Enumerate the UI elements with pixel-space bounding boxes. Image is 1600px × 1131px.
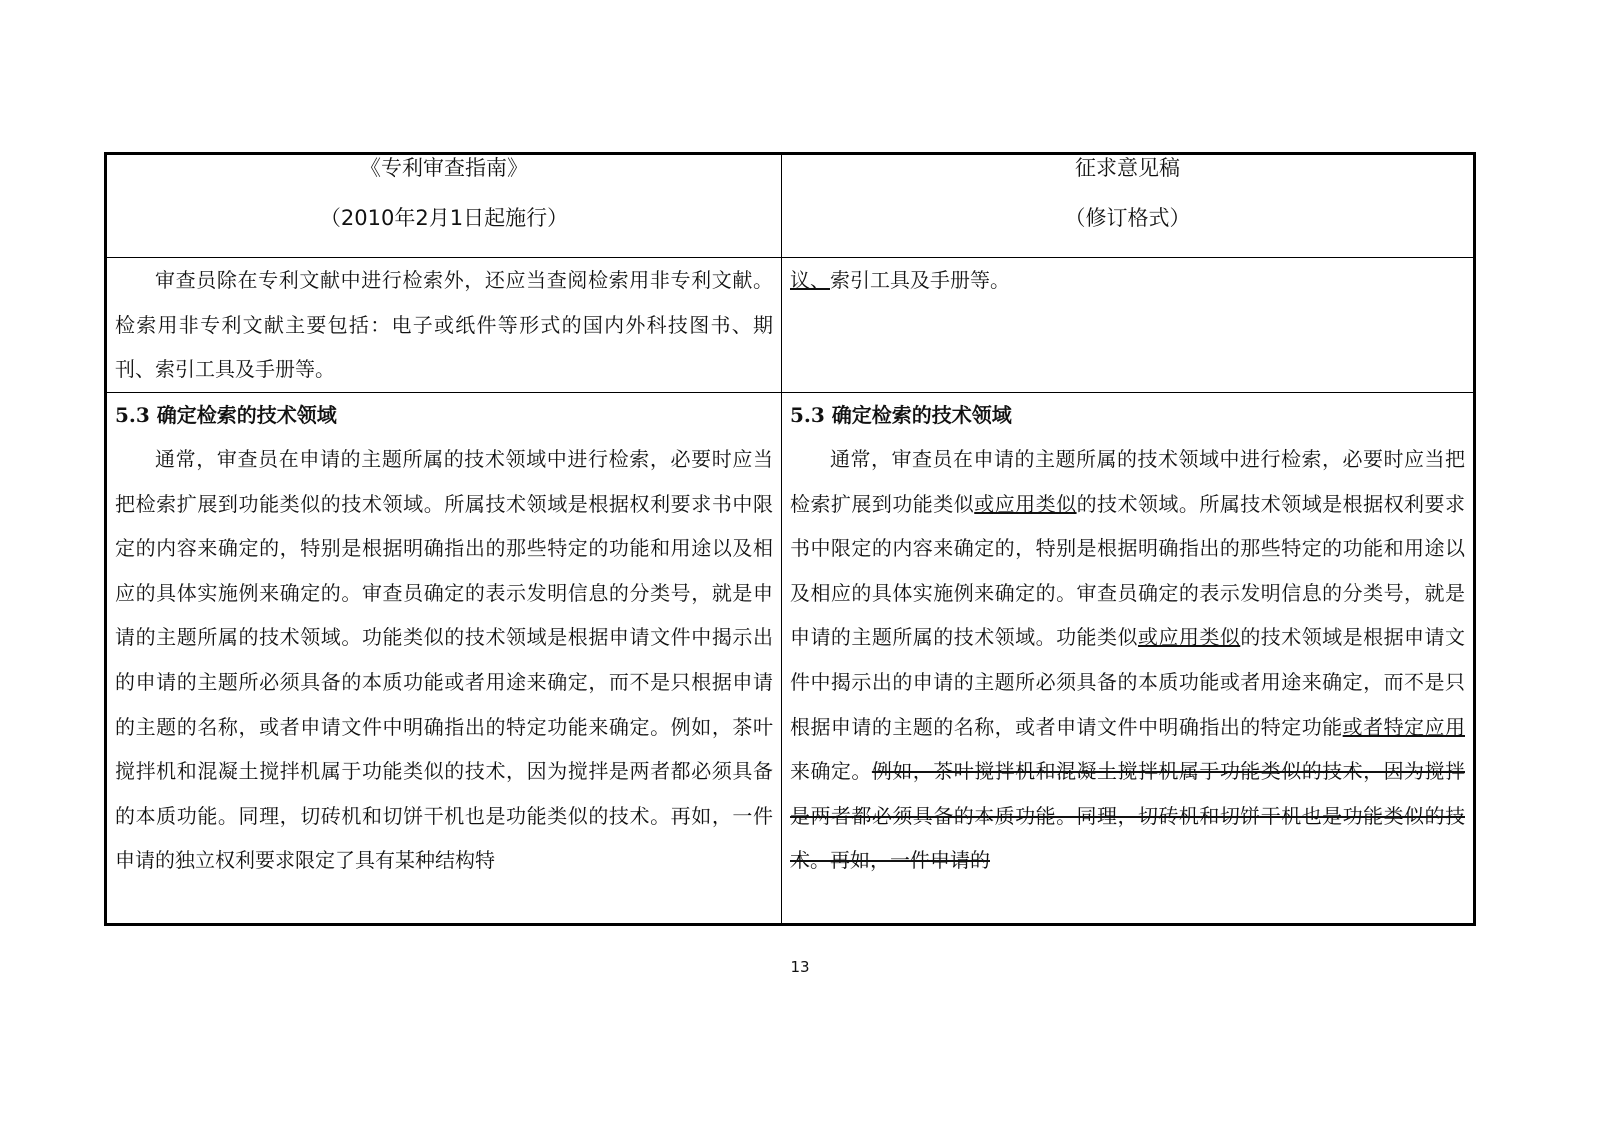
- deleted-text: 例如，茶叶搅拌机和混凝土搅拌机属于功能类似的技术，因为搅拌是两者都必须具备的本质功能。同理，切砖机和切饼干机也是功能类似的技术。再如，一件申请的: [790, 759, 1465, 873]
- section-left-text: 通常，审查员在申请的主题所属的技术领域中进行检索，必要时应当把检索扩展到功能类似的技术领域。所属技术领域是根据权利要求书中限定的内容来确定的，特别是根据明确指出的那些特定的功能和用途以及相应的具体实施例来确定的。审查员确定的表示发明信息的分类号，就是申请的主题所属的技术领域。功能类似的技术领域是根据申请文件中揭示出的申请的主题所必须具备的本质功能或者用途来确定，而不是只根据申请的主题的名称，或者申请文件中明确指出的特定功能来确定。例如，茶叶搅拌机和混凝土搅拌机属于功能类似的技术，因为搅拌是两者都必须具备的本质功能。同理，切砖机和切饼干机也是功能类似的技术。再如，一件申请的独立权利要求限定了具有某种结构特: [115, 447, 773, 873]
- nonpatent-left-text: 审查员除在专利文献中进行检索外，还应当查阅检索用非专利文献。检索用非专利文献主要包括：电子或纸件等形式的国内外科技图书、期刊、索引工具及手册等。: [115, 268, 773, 382]
- plain-text: 的技术领域是根据申请文件中揭示出的申请的主题所必须具备的本质功能或者用途来确定，而不是只根据申请的主题的名称，或者申请文件中明确指出的特定功能: [790, 625, 1465, 739]
- header-right-subtitle: （修订格式）: [1064, 206, 1191, 230]
- nonpatent-right-cell: [782, 258, 1475, 393]
- inserted-text: 或者特定应用: [1342, 714, 1465, 739]
- page-number: 13: [790, 958, 810, 976]
- section-right-text: [790, 437, 1465, 883]
- inserted-text: 或应用类似: [1137, 625, 1241, 650]
- plain-text: 索引工具及手册等。: [830, 268, 1010, 292]
- table-row: [106, 393, 1475, 925]
- table-row: [106, 258, 1475, 393]
- inserted-text: 议、: [790, 268, 830, 292]
- header-left-title: 《专利审查指南》: [360, 156, 528, 180]
- table-header-row: [106, 154, 1475, 258]
- nonpatent-right-text: [790, 258, 1465, 303]
- section-left-cell: [106, 393, 782, 925]
- section-right-cell: [782, 393, 1475, 925]
- section-heading-right: 5.3 确定检索的技术领域: [790, 403, 1012, 427]
- comparison-table: [104, 152, 1476, 926]
- header-right-cell: [782, 154, 1475, 258]
- nonpatent-left-cell: [106, 258, 782, 393]
- header-left-subtitle: （2010年2月1日起施行）: [319, 206, 569, 230]
- inserted-text: 或应用类似: [974, 491, 1077, 516]
- header-right-title: 征求意见稿: [1075, 156, 1180, 180]
- header-left-cell: [106, 154, 782, 258]
- plain-text: 来确定。: [790, 759, 872, 784]
- plain-text: 通常，审查员在申请的主题所属的技术领域中进行检索，必要时应当把检索扩展到功能类似: [790, 447, 1465, 516]
- plain-text: 的技术领域。所属技术领域是根据权利要求书中限定的内容来确定的，特别是根据明确指出的那些特定的功能和用途以及相应的具体实施例来确定的。审查员确定的表示发明信息的分类号，就是申请的主题所属的技术领域。功能类似: [790, 491, 1465, 650]
- section-heading-left: 5.3 确定检索的技术领域: [115, 403, 337, 427]
